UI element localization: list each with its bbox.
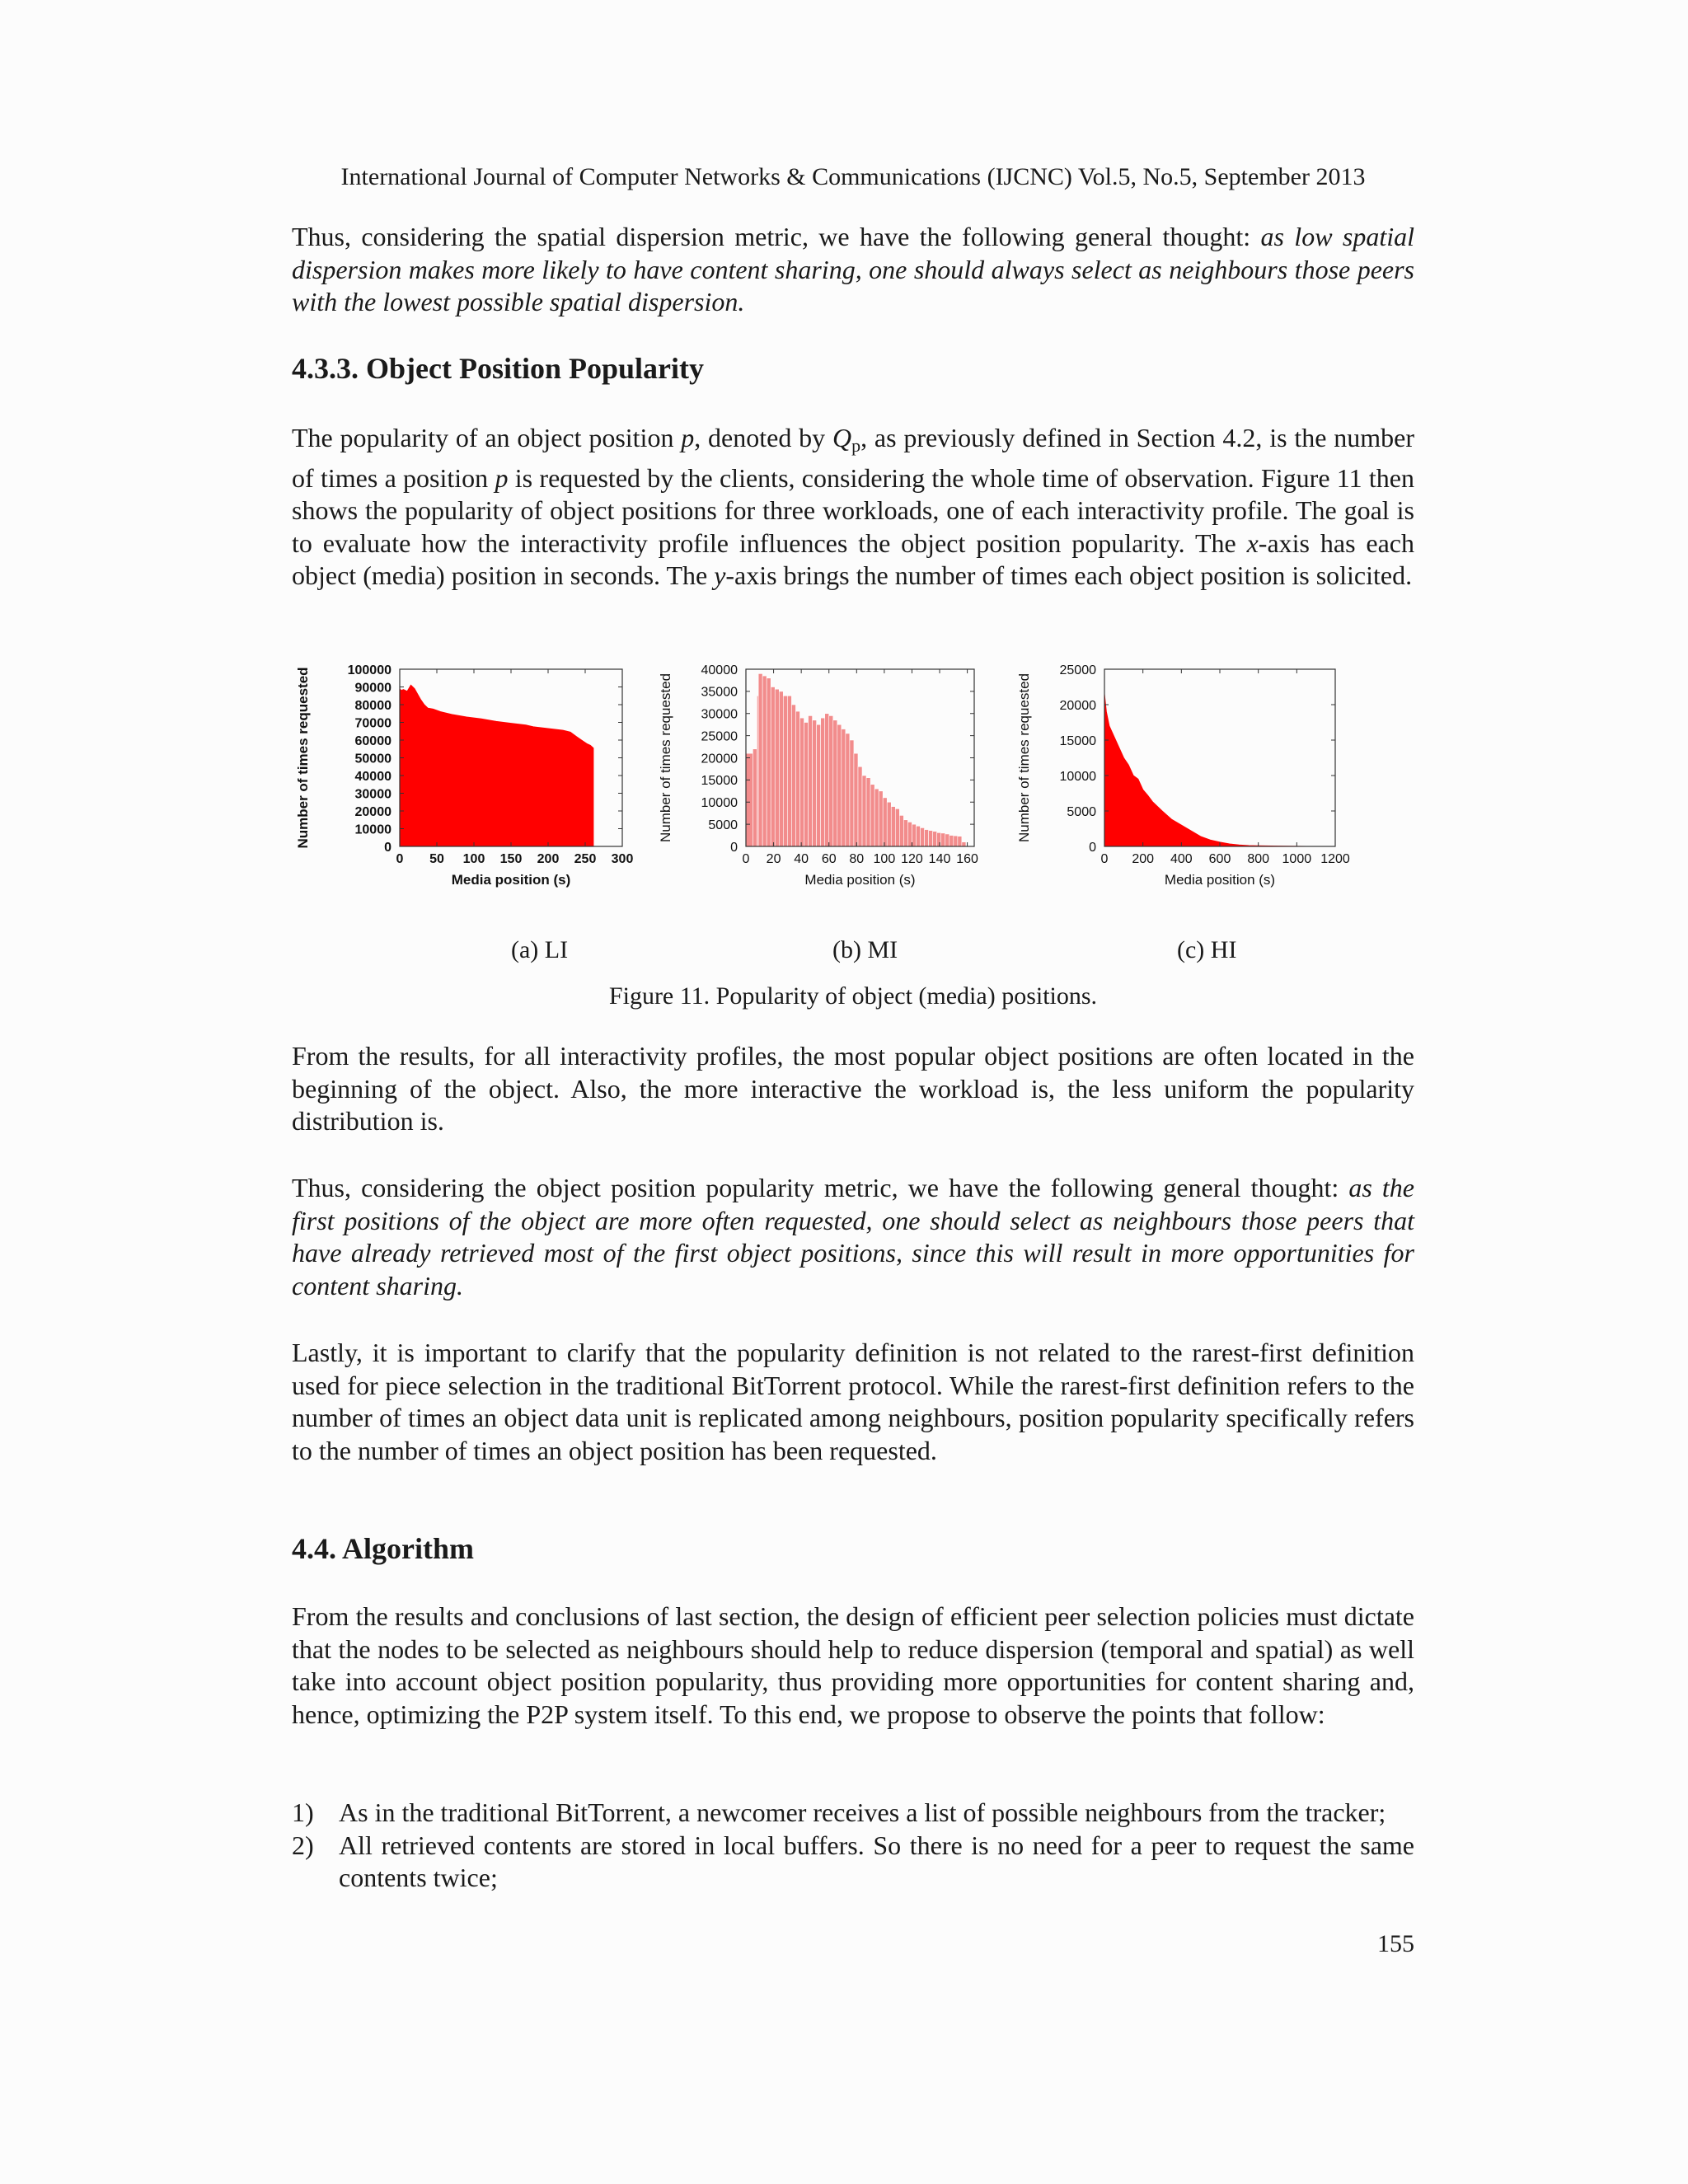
x-tick-label: 1200 (1320, 852, 1350, 866)
data-bar (954, 836, 958, 846)
data-bar (933, 832, 937, 846)
data-bar (958, 837, 962, 846)
data-bar (891, 807, 895, 846)
data-bar (804, 723, 809, 847)
data-bar (813, 720, 817, 846)
y-tick-label: 100000 (347, 663, 392, 677)
y-tick-label: 30000 (701, 707, 738, 722)
data-bar (862, 776, 866, 846)
x-tick-label: 200 (537, 852, 560, 866)
data-bar (883, 798, 887, 846)
data-bar (779, 691, 783, 846)
data-bar (771, 687, 775, 847)
data-bar (899, 815, 903, 846)
x-tick-label: 200 (1132, 852, 1155, 866)
y-tick-label: 70000 (354, 716, 392, 731)
data-bar (795, 711, 799, 846)
data-bar (758, 673, 762, 846)
list-item: 1) As in the traditional BitTorrent, a newcomer receives a list of possible neighbours from the tracker; (292, 1797, 1386, 1827)
y-tick-label: 15000 (701, 774, 738, 789)
data-bar (950, 836, 954, 846)
points-list (292, 1797, 1414, 1895)
x-tick-label: 20 (766, 852, 781, 866)
section-heading-433: 4.3.3. Object Position Popularity (292, 352, 704, 385)
y-tick-label: 80000 (354, 698, 392, 713)
y-tick-label: 10000 (354, 823, 392, 837)
paragraph-results: From the results, for all interactivity profiles, the most popular object positions are often located in the beginning of the object. Also, the more interactive the workload is, the less uniform the popularity distribution is. (292, 1041, 1414, 1136)
y-tick-label: 0 (384, 840, 392, 855)
page-number: 155 (1377, 1930, 1414, 1957)
y-tick-label: 20000 (354, 804, 392, 819)
data-bar (821, 718, 825, 846)
x-tick-label: 120 (901, 852, 923, 866)
paragraph-popularity-thought: Thus, considering the object position popularity metric, we have the following general thought: as the first positions of the object are more often requested, one should select as neighbours those peers that have already retrieved most of the first object positions, since this will result in more opportunities for content sharing. (292, 1173, 1415, 1301)
y-tick-label: 90000 (354, 681, 392, 696)
y-tick-label: 20000 (701, 752, 738, 766)
data-bar (833, 720, 837, 846)
y-tick-label: 40000 (701, 663, 738, 677)
paragraph-popularity-def: The popularity of an object position p, denoted by $Q_p$, as previously defined in Section 4.2, is the number of times a position p is requested by the clients, considering the whole time of observation. Figure 11 then shows the popularity of object positions for three workloads, one of each interactivity profile. The goal is to evaluate how the interactivity profile influences the object position popularity. The x-axis has each object (media) position in seconds. The y-axis brings the number of times each object position is solicited. (292, 423, 1415, 590)
data-area (1104, 694, 1306, 846)
data-bar (887, 802, 891, 846)
figure-caption: Figure 11. Popularity of object (media) positions. (608, 982, 1098, 1010)
x-tick-label: 60 (821, 852, 837, 866)
chart-mi (655, 655, 1010, 902)
data-bar (879, 791, 883, 846)
paragraph-spatial-thought (292, 221, 1414, 319)
data-bar (866, 778, 870, 846)
y-axis-label: Number of times requested (1016, 673, 1032, 843)
y-tick-label: 25000 (1059, 663, 1096, 677)
paragraph-italic: as low spatial dispersion makes more likely to have content sharing, one should always select as neighbours those peers with the lowest possible spatial dispersion. (292, 222, 1415, 316)
data-bar (916, 826, 920, 846)
data-bar (945, 834, 950, 846)
x-tick-label: 0 (1100, 852, 1109, 866)
y-axis-label: Number of times requested (658, 673, 673, 843)
x-axis-label: Media position (s) (1164, 872, 1276, 888)
y-tick-label: 10000 (701, 796, 738, 811)
data-bar (787, 696, 791, 846)
x-tick-label: 100 (462, 852, 485, 866)
data-bar (825, 714, 829, 846)
x-tick-label: 300 (611, 852, 634, 866)
paragraph-rarest-first: Lastly, it is important to clarify that the popularity definition is not related to the rarest-first definition used for piece selection in the traditional BitTorrent protocol. While the rarest-first definition refers to the number of times an object data unit is replicated among neighbours, position popularity specifically refers to the number of times an object position has been requested. (292, 1338, 1414, 1465)
data-bar (907, 822, 912, 846)
paragraph-algorithm: From the results and conclusions of last section, the design of efficient peer selection policies must dictate that the nodes to be selected as neighbours should help to reduce dispersion (temporal and spatial) as well take into account object position popularity, thus providing more opportunities for content sharing and, hence, optimizing the P2P system itself. To this end, we propose to observe the points that follow: (292, 1601, 1414, 1729)
x-tick-label: 1000 (1282, 852, 1312, 866)
data-bar (799, 718, 804, 846)
y-tick-label: 0 (1089, 840, 1096, 855)
data-bar (791, 705, 795, 846)
x-tick-label: 50 (429, 852, 444, 866)
data-bar (903, 820, 907, 846)
data-bar (783, 696, 787, 846)
y-axis-label: Number of times requested (295, 667, 311, 849)
x-tick-label: 0 (742, 852, 750, 866)
data-bar (941, 833, 945, 846)
data-bar (962, 842, 966, 846)
x-tick-label: 0 (396, 852, 404, 866)
x-tick-label: 250 (574, 852, 597, 866)
data-bar (874, 789, 879, 846)
x-tick-label: 160 (956, 852, 978, 866)
x-tick-label: 600 (1208, 852, 1231, 866)
subcaption-li: (a) LI (511, 936, 569, 963)
data-bar (895, 808, 899, 846)
x-tick-label: 100 (873, 852, 896, 866)
y-tick-label: 25000 (701, 729, 738, 744)
data-bar (854, 753, 858, 846)
data-bar (921, 827, 925, 846)
data-bar (870, 785, 874, 846)
data-bar (912, 824, 916, 846)
chart-li (293, 655, 647, 902)
x-tick-label: 150 (499, 852, 523, 866)
paragraph-text: Thus, considering the spatial dispersion metric, we have the following general thought: (292, 222, 1261, 251)
data-bar (753, 749, 757, 846)
data-bar (846, 733, 850, 846)
data-bar (837, 724, 842, 846)
data-bar (767, 678, 771, 846)
y-tick-label: 40000 (354, 769, 392, 784)
list-item: 2) All retrieved contents are stored in local buffers. So there is no need for a peer to request the same contents twice; (292, 1830, 1414, 1892)
y-tick-label: 30000 (354, 787, 392, 802)
data-bar (817, 724, 821, 846)
data-bar (762, 676, 767, 846)
x-tick-label: 80 (849, 852, 865, 866)
x-tick-label: 140 (928, 852, 951, 866)
running-header: International Journal of Computer Networks & Communications (IJCNC) Vol.5, No.5, September 2013 (340, 163, 1366, 190)
y-tick-label: 5000 (708, 818, 738, 832)
data-bar (842, 729, 846, 846)
y-tick-label: 35000 (701, 685, 738, 700)
data-bar (937, 832, 941, 846)
y-tick-label: 20000 (1059, 698, 1096, 713)
data-bar (925, 830, 929, 846)
y-tick-label: 0 (730, 840, 738, 855)
data-bar (850, 740, 854, 846)
data-bar (809, 715, 813, 846)
subcaption-mi: (b) MI (832, 936, 898, 963)
y-tick-label: 50000 (354, 752, 392, 766)
data-bar (929, 831, 933, 846)
data-bar (746, 753, 753, 846)
x-tick-label: 400 (1170, 852, 1193, 866)
x-axis-label: Media position (s) (804, 872, 916, 888)
data-bar (829, 715, 833, 846)
data-area (400, 685, 593, 846)
y-tick-label: 5000 (1067, 804, 1096, 819)
x-tick-label: 800 (1247, 852, 1270, 866)
data-bar (858, 766, 862, 846)
x-axis-label: Media position (s) (451, 872, 571, 888)
x-tick-label: 40 (794, 852, 809, 866)
data-bar (775, 689, 779, 846)
y-tick-label: 10000 (1059, 769, 1096, 784)
y-tick-label: 60000 (354, 733, 392, 748)
y-tick-label: 15000 (1059, 733, 1096, 748)
section-heading-44: 4.4. Algorithm (292, 1532, 474, 1565)
chart-hi (1014, 655, 1360, 902)
subcaption-hi: (c) HI (1177, 936, 1237, 963)
